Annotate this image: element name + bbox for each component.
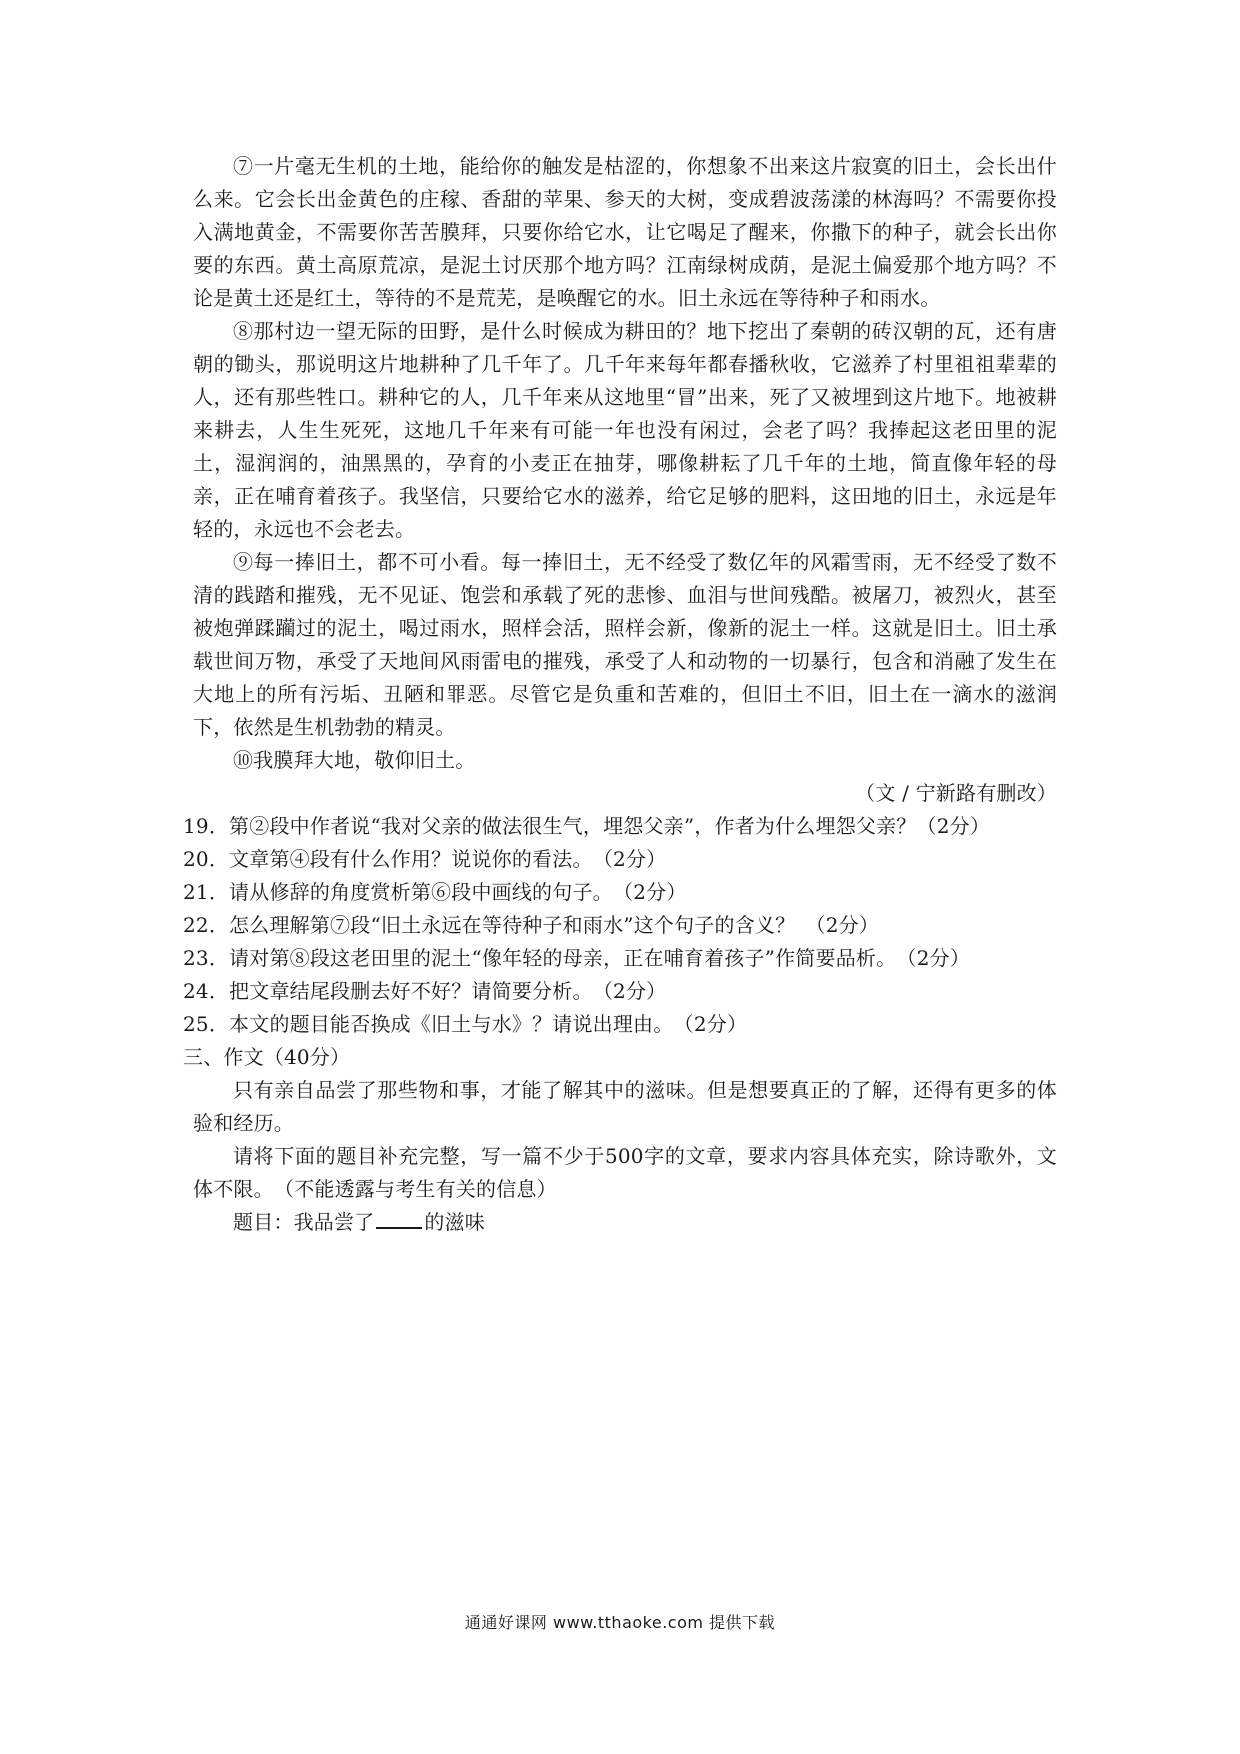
paragraph-10: ⑩我膜拜大地，敬仰旧土。 [233,748,476,772]
question-19: 19．第②段中作者说“我对父亲的做法很生气，埋怨父亲”，作者为什么埋怨父亲？（2分） [183,814,991,838]
article-source: （文 / 宁新路有删改） [855,781,1057,805]
question-21: 21．请从修辞的角度赏析第⑥段中画线的句子。 （2分） [183,880,687,904]
title-blank [376,1209,422,1229]
composition-prompt-2: 请将下面的题目补充完整，写一篇不少于500字的文章，要求内容具体充实，除诗歌外，文体不限。 （不能透露与考生有关的信息） [193,1144,1057,1201]
page-footer: 通通好课网 www.tthaoke.com 提供下载 [464,1613,776,1632]
page-content [183,150,1057,1239]
question-list [183,810,1057,1041]
question-23: 23．请对第⑧段这老田里的泥土“像年轻的母亲，正在哺育着孩子”作简要品析。 （2分） [183,946,971,970]
composition-title-prefix: 题目：我品尝了 [233,1210,375,1234]
composition-title [193,1206,1057,1239]
paragraph-7: ⑦一片毫无生机的土地，能给你的触发是枯涩的，你想象不出来这片寂寞的旧土，会长出什么来。它会长出金黄色的庄稼、香甜的苹果、参天的大树，变成碧波荡漾的林海吗？不需要你投入满地黄金，不需要你苦苦膜拜，只要你给它水，让它喝足了醒来，你撒下的种子，就会长出你要的东西。黄土高原荒凉，是泥土讨厌那个地方吗？江南绿树成荫，是泥土偏爱那个地方吗？不论是黄土还是红土，等待的不是荒芜，是唤醒它的水。旧土永远在等待种子和雨水。 [193,154,1057,310]
composition-prompt-1: 只有亲自品尝了那些物和事，才能了解其中的滋味。但是想要真正的了解，还得有更多的体验和经历。 [193,1078,1057,1135]
question-20: 20．文章第④段有什么作用？说说你的看法。 （2分） [183,847,667,871]
paragraph-8: ⑧那村边一望无际的田野，是什么时候成为耕田的？地下挖出了秦朝的砖汉朝的瓦，还有唐朝的锄头，那说明这片地耕种了几千年了。几千年来每年都春播秋收，它滋养了村里祖祖辈辈的人，还有那些牲口。耕种它的人，几千年来从这地里“冒”出来，死了又被埋到这片地下。地被耕来耕去，人生生死死，这地几千年来有可能一年也没有闲过，会老了吗？我捧起这老田里的泥土，湿润润的，油黑黑的，孕育的小麦正在抽芽，哪像耕耘了几千年的土地，简直像年轻的母亲，正在哺育着孩子。我坚信，只要给它水的滋养，给它足够的肥料，这田地的旧土，永远是年轻的，永远也不会老去。 [193,319,1057,541]
composition-title-suffix: 的滋味 [424,1210,486,1234]
paragraph-9: ⑨每一捧旧土，都不可小看。每一捧旧土，无不经受了数亿年的风霜雪雨，无不经受了数不清的践踏和摧残，无不见证、饱尝和承载了死的悲惨、血泪与世间残酷。被屠刀，被烈火，甚至被炮弹蹂躏过的泥土，喝过雨水，照样会活，照样会新，像新的泥土一样。这就是旧土。旧土承载世间万物，承受了天地间风雨雷电的摧残，承受了人和动物的一切暴行，包含和消融了发生在大地上的所有污垢、丑陋和罪恶。尽管它是负重和苦难的，但旧土不旧，旧土在一滴水的滋润下，依然是生机勃勃的精灵。 [193,550,1057,739]
question-25: 25．本文的题目能否换成《旧土与水》？请说出理由。 （2分） [183,1012,748,1036]
question-24: 24．把文章结尾段删去好不好？请简要分析。 （2分） [183,979,667,1003]
question-22: 22．怎么理解第⑦段“旧土永远在等待种子和雨水”这个句子的含义？ （2分） [183,913,880,937]
composition-heading: 三、作文（40分） [183,1045,351,1069]
